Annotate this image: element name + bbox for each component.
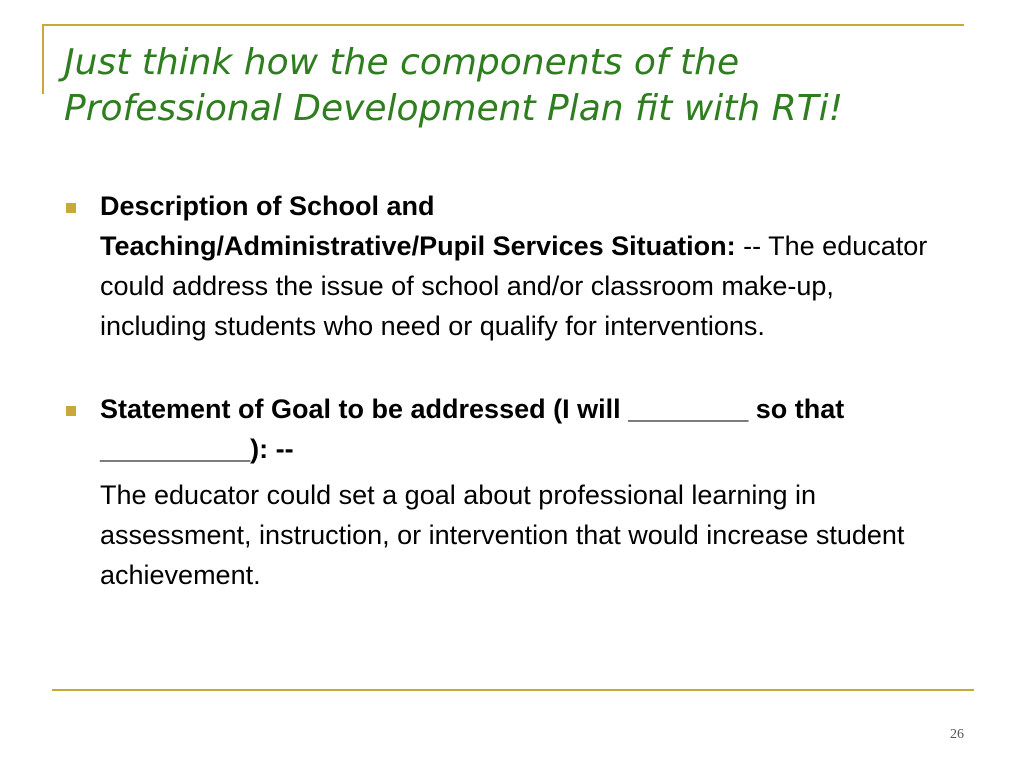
bullet-heading-line-2: Teaching/Administrative/Pupil Services Situation: (100, 231, 736, 261)
bullet-paragraph (100, 186, 944, 346)
bottom-divider (52, 689, 974, 691)
bullet-text: The educator could set a goal about professional learning in assessment, instruction, or intervention that would increase student achievement. (100, 480, 905, 590)
bullet-item (64, 186, 944, 346)
bullet-separator: -- (735, 231, 762, 261)
title-line-2: Professional Development Plan fit with RTi! (64, 88, 844, 129)
slide-title (64, 40, 984, 132)
title-line-1: Just think how the components of the (64, 42, 740, 83)
bullet-heading: Statement of Goal to be addressed (I will ________ so that __________): -- (100, 394, 845, 464)
slide-body (64, 186, 944, 595)
square-bullet-icon (66, 203, 76, 213)
left-accent-line (42, 24, 44, 94)
page-number: 26 (950, 727, 964, 742)
square-bullet-icon (66, 406, 76, 416)
bullet-text: The educator could address the issue of school and/or classroom make-up, including students who need or qualify for interventions. (100, 231, 928, 341)
bullet-item (64, 389, 944, 595)
bullet-heading-line-1: Description of School and (100, 191, 435, 221)
top-divider (42, 24, 964, 26)
